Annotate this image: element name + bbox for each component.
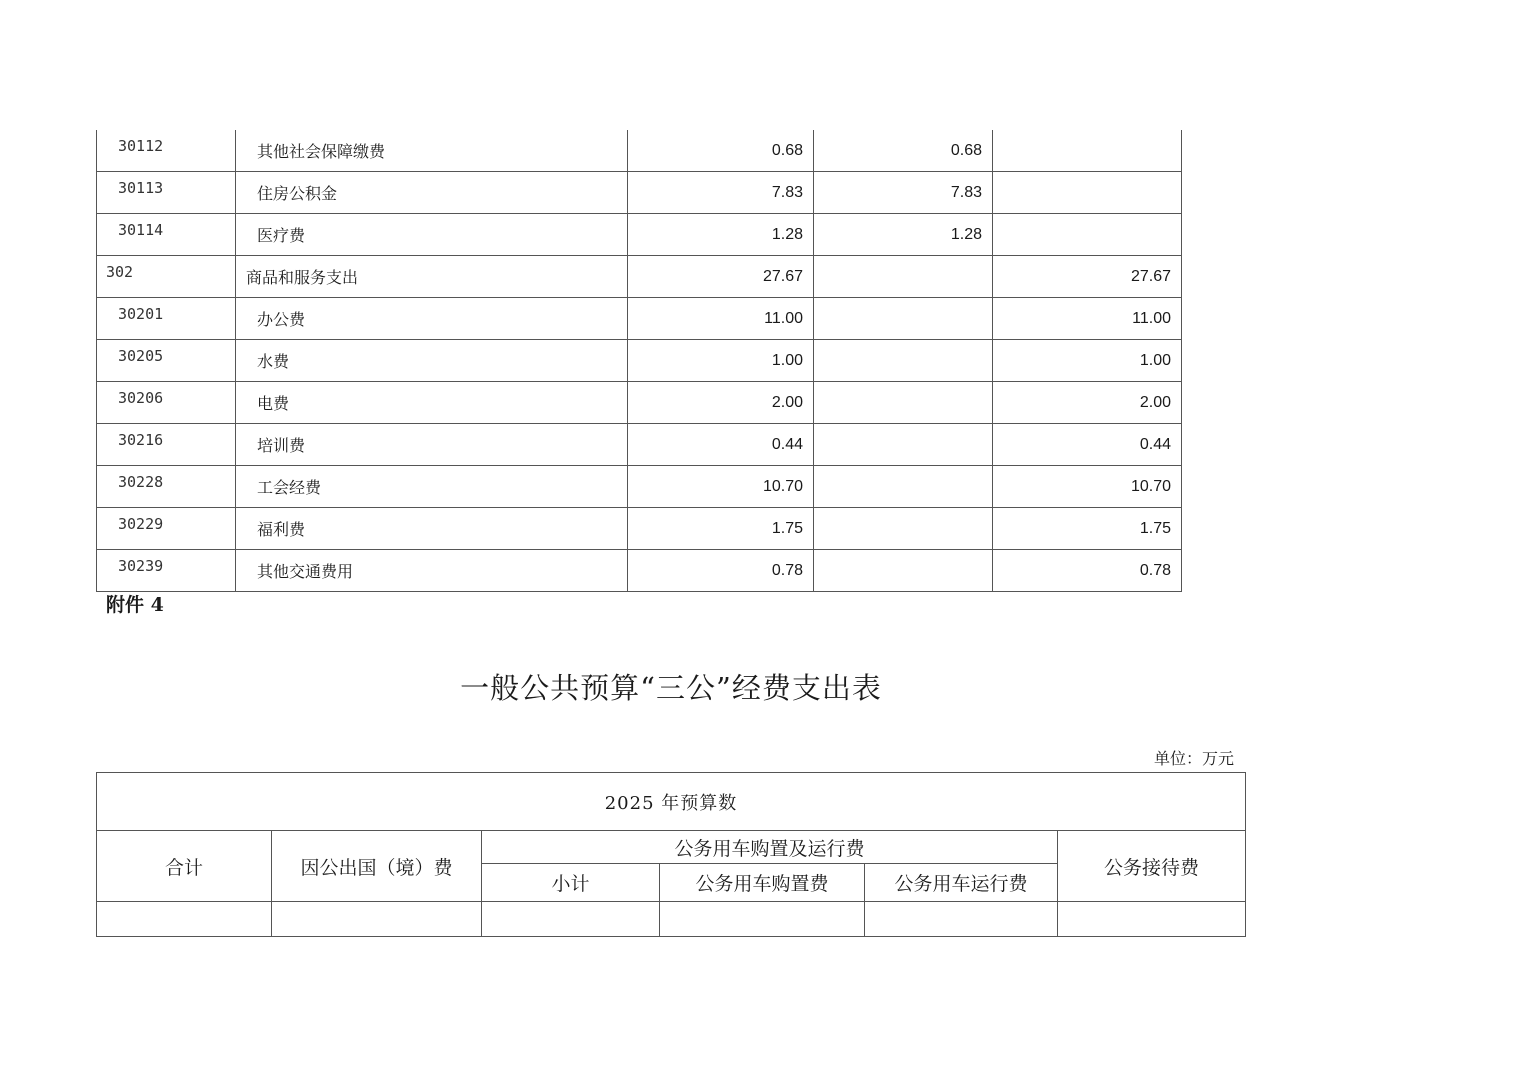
value-reception	[1058, 902, 1246, 937]
attachment-label: 附件 4	[106, 594, 164, 616]
row-basic	[814, 382, 993, 424]
row-basic: 0.68	[814, 130, 993, 172]
table-row	[97, 130, 1182, 172]
row-project: 11.00	[993, 298, 1182, 340]
table-row	[97, 256, 1182, 298]
row-name: 医疗费	[236, 214, 628, 256]
row-total: 0.44	[628, 424, 814, 466]
row-project: 10.70	[993, 466, 1182, 508]
table-row	[97, 382, 1182, 424]
col-vehicle-group-header: 公务用车购置及运行费	[482, 831, 1058, 864]
row-total: 1.00	[628, 340, 814, 382]
row-name: 办公费	[236, 298, 628, 340]
row-project: 1.75	[993, 508, 1182, 550]
table-row	[97, 298, 1182, 340]
table-row	[97, 340, 1182, 382]
row-code: 30113	[97, 172, 236, 214]
row-project	[993, 172, 1182, 214]
row-basic	[814, 508, 993, 550]
row-code: 30229	[97, 508, 236, 550]
row-total: 2.00	[628, 382, 814, 424]
row-project	[993, 130, 1182, 172]
row-project: 0.78	[993, 550, 1182, 592]
value-vehicle-operation	[865, 902, 1058, 937]
row-total: 27.67	[628, 256, 814, 298]
row-basic: 1.28	[814, 214, 993, 256]
row-name: 电费	[236, 382, 628, 424]
row-total: 0.78	[628, 550, 814, 592]
table-row	[97, 550, 1182, 592]
budget-continuation-table	[96, 130, 1182, 592]
unit-label: 单位：万元	[1153, 749, 1234, 768]
table-row	[97, 214, 1182, 256]
col-vehicle-operation-header: 公务用车运行费	[865, 864, 1058, 902]
value-abroad	[272, 902, 482, 937]
row-total: 1.28	[628, 214, 814, 256]
row-code: 302	[97, 256, 236, 298]
value-total	[97, 902, 272, 937]
row-name: 工会经费	[236, 466, 628, 508]
row-basic	[814, 424, 993, 466]
row-basic	[814, 466, 993, 508]
row-code: 30201	[97, 298, 236, 340]
col-subtotal-header: 小计	[482, 864, 660, 902]
row-name: 商品和服务支出	[236, 256, 628, 298]
row-project: 0.44	[993, 424, 1182, 466]
year-header: 2025 年预算数	[97, 773, 1246, 831]
row-name: 住房公积金	[236, 172, 628, 214]
row-project: 2.00	[993, 382, 1182, 424]
three-public-expense-table	[96, 772, 1246, 937]
row-code: 30114	[97, 214, 236, 256]
col-total-header: 合计	[97, 831, 272, 902]
row-code: 30112	[97, 130, 236, 172]
table-row	[97, 466, 1182, 508]
row-project	[993, 214, 1182, 256]
row-project: 27.67	[993, 256, 1182, 298]
row-project: 1.00	[993, 340, 1182, 382]
row-total: 10.70	[628, 466, 814, 508]
row-name: 其他交通费用	[236, 550, 628, 592]
row-basic	[814, 340, 993, 382]
col-vehicle-purchase-header: 公务用车购置费	[660, 864, 865, 902]
row-total: 7.83	[628, 172, 814, 214]
col-abroad-header: 因公出国（境）费	[272, 831, 482, 902]
row-code: 30228	[97, 466, 236, 508]
row-name: 培训费	[236, 424, 628, 466]
page-title: 一般公共预算“三公”经费支出表	[460, 671, 882, 705]
row-basic	[814, 550, 993, 592]
row-name: 水费	[236, 340, 628, 382]
table-row	[97, 424, 1182, 466]
col-reception-header: 公务接待费	[1058, 831, 1246, 902]
table-row	[97, 508, 1182, 550]
row-basic	[814, 298, 993, 340]
row-code: 30206	[97, 382, 236, 424]
row-code: 30239	[97, 550, 236, 592]
value-vehicle-purchase	[660, 902, 865, 937]
row-total: 11.00	[628, 298, 814, 340]
row-total: 0.68	[628, 130, 814, 172]
row-code: 30205	[97, 340, 236, 382]
row-code: 30216	[97, 424, 236, 466]
row-basic: 7.83	[814, 172, 993, 214]
row-name: 福利费	[236, 508, 628, 550]
row-basic	[814, 256, 993, 298]
value-subtotal	[482, 902, 660, 937]
row-name: 其他社会保障缴费	[236, 130, 628, 172]
table-row	[97, 172, 1182, 214]
row-total: 1.75	[628, 508, 814, 550]
